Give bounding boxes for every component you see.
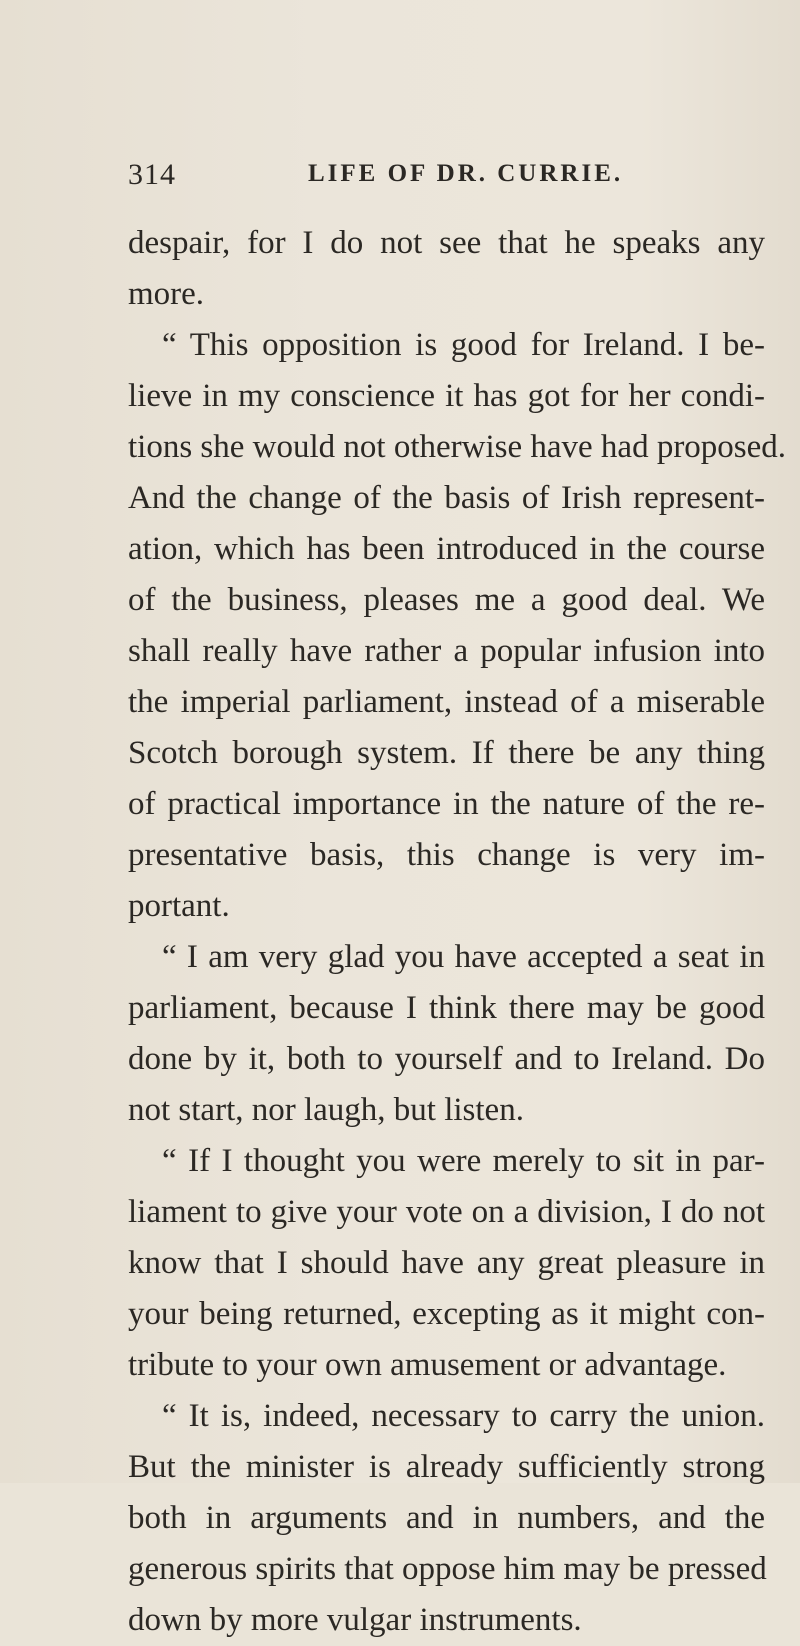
text-line: more. bbox=[128, 276, 205, 312]
body-text bbox=[128, 218, 787, 1646]
text-line: both in arguments and in numbers, and the bbox=[128, 1500, 765, 1536]
text-line: lieve in my conscience it has got for her condi- bbox=[128, 378, 765, 414]
text-line: tribute to your own amusement or advantage. bbox=[128, 1347, 727, 1383]
text-line: “ This opposition is good for Ireland. I be- bbox=[162, 327, 765, 363]
text-line: ation, which has been introduced in the course bbox=[128, 531, 765, 567]
text-line: done by it, both to yourself and to Ireland. Do bbox=[128, 1041, 765, 1077]
text-line: “ It is, indeed, necessary to carry the union. bbox=[162, 1398, 765, 1434]
text-line: “ I am very glad you have accepted a seat in bbox=[162, 939, 765, 975]
running-title: LIFE OF DR. CURRIE. bbox=[308, 160, 624, 187]
text-line: generous spirits that oppose him may be pressed bbox=[128, 1551, 767, 1587]
text-line: the imperial parliament, instead of a miserable bbox=[128, 684, 765, 720]
text-line: “ If I thought you were merely to sit in par- bbox=[162, 1143, 765, 1179]
page-number: 314 bbox=[128, 158, 176, 191]
text-line: not start, nor laugh, but listen. bbox=[128, 1092, 524, 1128]
text-line: presentative basis, this change is very im- bbox=[128, 837, 765, 873]
page-header bbox=[128, 158, 768, 194]
text-line: But the minister is already sufficiently strong bbox=[128, 1449, 765, 1485]
text-line: of practical importance in the nature of the re- bbox=[128, 786, 765, 822]
text-line: your being returned, excepting as it might con- bbox=[128, 1296, 765, 1332]
text-line: down by more vulgar instruments. bbox=[128, 1602, 582, 1638]
text-line: shall really have rather a popular infusion into bbox=[128, 633, 765, 669]
text-line: know that I should have any great pleasure in bbox=[128, 1245, 765, 1281]
text-line: Scotch borough system. If there be any thing bbox=[128, 735, 765, 771]
text-line: tions she would not otherwise have had proposed. bbox=[128, 429, 787, 465]
text-line: And the change of the basis of Irish represent- bbox=[128, 480, 765, 516]
text-line: parliament, because I think there may be good bbox=[128, 990, 765, 1026]
text-line: liament to give your vote on a division, I do not bbox=[128, 1194, 765, 1230]
text-line: of the business, pleases me a good deal. We bbox=[128, 582, 765, 618]
text-line: portant. bbox=[128, 888, 230, 924]
text-line: despair, for I do not see that he speaks any bbox=[128, 225, 765, 261]
